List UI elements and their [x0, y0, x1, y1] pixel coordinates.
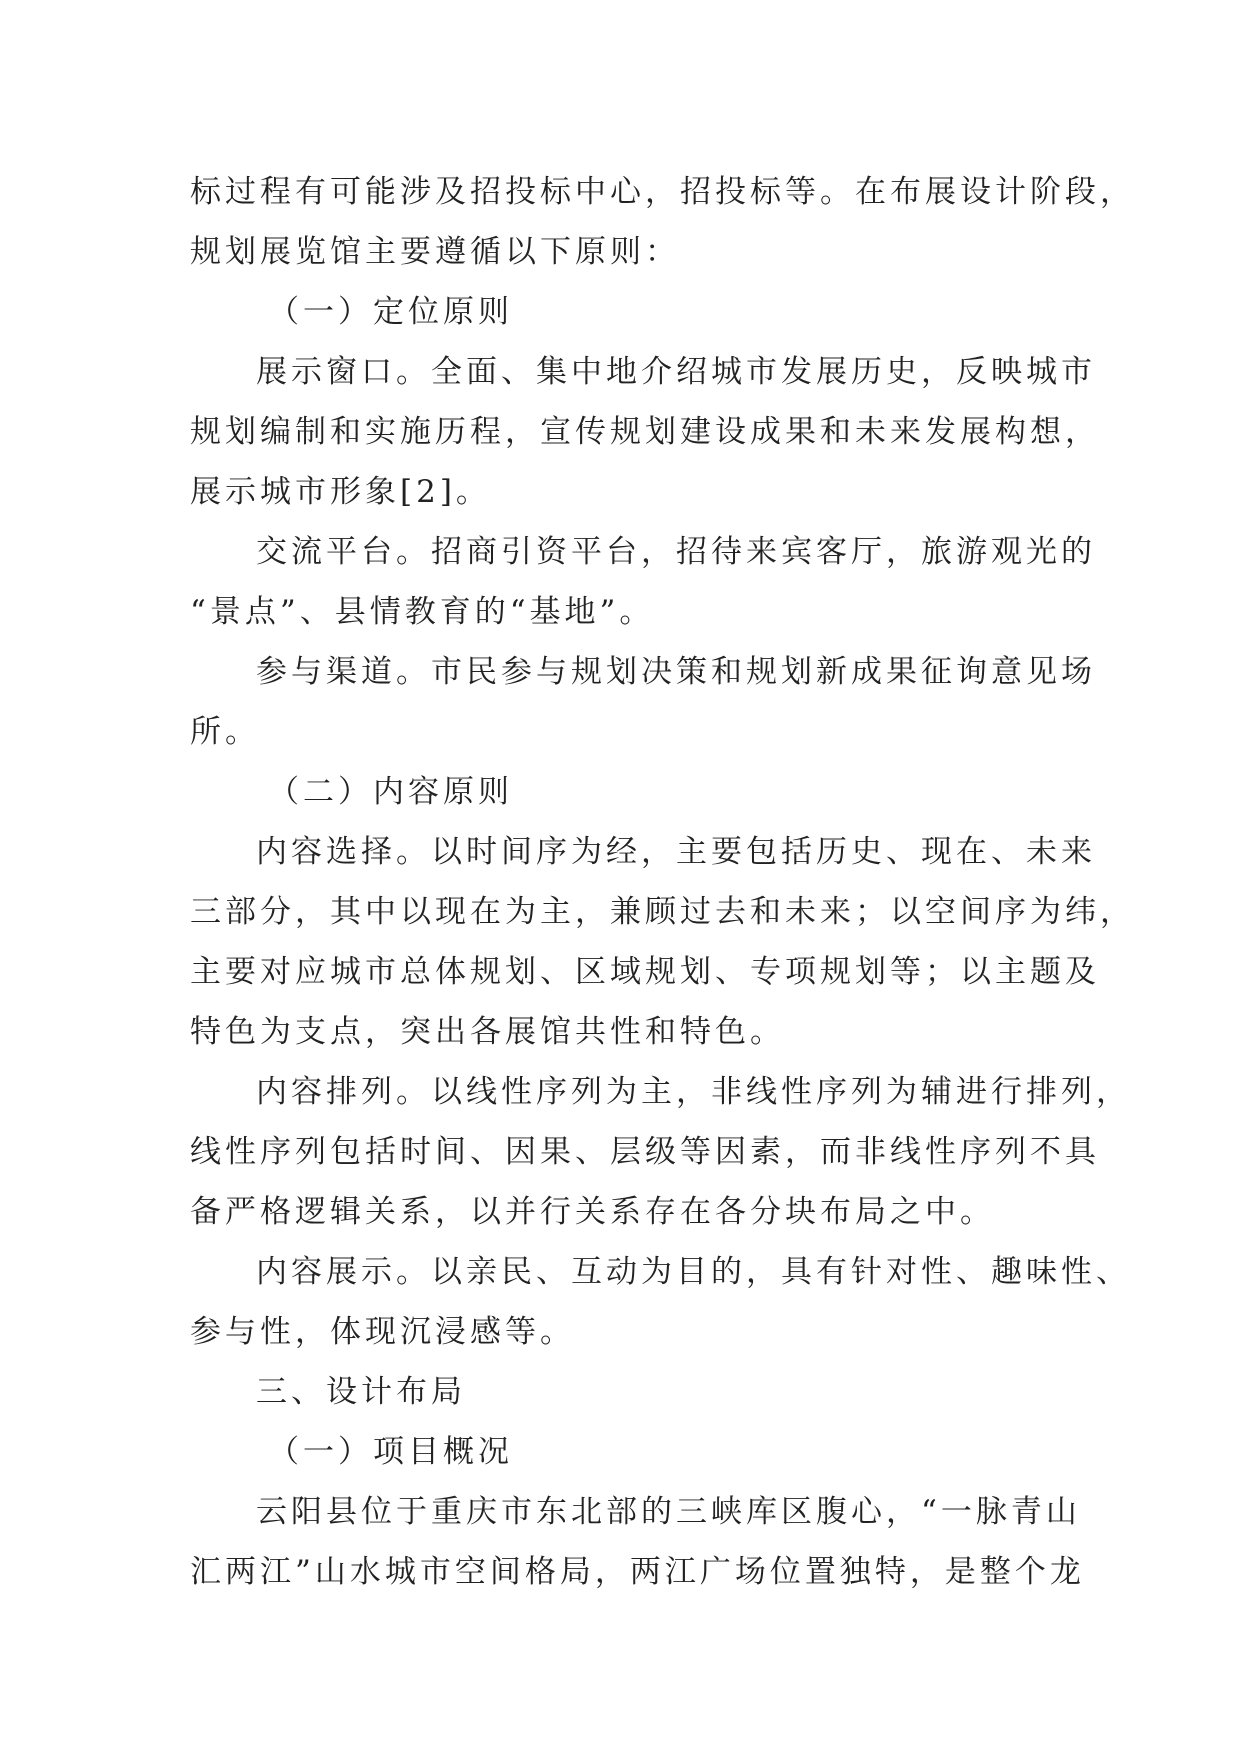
paragraph-line: 云阳县位于重庆市东北部的三峡库区腹心，“一脉青山: [256, 1494, 1081, 1530]
document-body: [190, 162, 1135, 1602]
paragraph-line: 特色为支点，突出各展馆共性和特色。: [190, 1014, 785, 1050]
section-heading: （一）定位原则: [268, 294, 513, 330]
paragraph-line: 线性序列包括时间、因果、层级等因素，而非线性序列不具: [190, 1134, 1100, 1170]
section-heading: （二）内容原则: [268, 774, 513, 810]
paragraph-line: 展示城市形象[2]。: [190, 474, 491, 510]
paragraph-line: 内容展示。以亲民、互动为目的，具有针对性、趣味性、: [256, 1254, 1131, 1290]
paragraph-line: 汇两江”山水城市空间格局，两江广场位置独特，是整个龙: [190, 1554, 1085, 1590]
paragraph-line: 所。: [190, 714, 260, 750]
paragraph-line: 备严格逻辑关系，以并行关系存在各分块布局之中。: [190, 1194, 995, 1230]
paragraph-line: 展示窗口。全面、集中地介绍城市发展历史，反映城市: [256, 354, 1096, 390]
paragraph-line: 交流平台。招商引资平台，招待来宾客厅，旅游观光的: [256, 534, 1096, 570]
section-heading: （一）项目概况: [268, 1434, 513, 1470]
paragraph-line: 参与性，体现沉浸感等。: [190, 1314, 575, 1350]
paragraph-line: 参与渠道。市民参与规划决策和规划新成果征询意见场: [256, 654, 1096, 690]
paragraph-line: 标过程有可能涉及招投标中心，招投标等。在布展设计阶段，: [190, 174, 1135, 210]
paragraph-line: “景点”、县情教育的“基地”。: [190, 594, 655, 630]
paragraph-line: 规划编制和实施历程，宣传规划建设成果和未来发展构想，: [190, 414, 1100, 450]
paragraph-line: 三部分，其中以现在为主，兼顾过去和未来；以空间序为纬，: [190, 894, 1135, 930]
paragraph-line: 内容排列。以线性序列为主，非线性序列为辅进行排列，: [256, 1074, 1131, 1110]
paragraph-line: 主要对应城市总体规划、区域规划、专项规划等；以主题及: [190, 954, 1100, 990]
paragraph-line: 内容选择。以时间序为经，主要包括历史、现在、未来: [256, 834, 1096, 870]
paragraph-line: 规划展览馆主要遵循以下原则：: [190, 234, 680, 270]
chapter-heading: 三、设计布局: [256, 1374, 466, 1410]
